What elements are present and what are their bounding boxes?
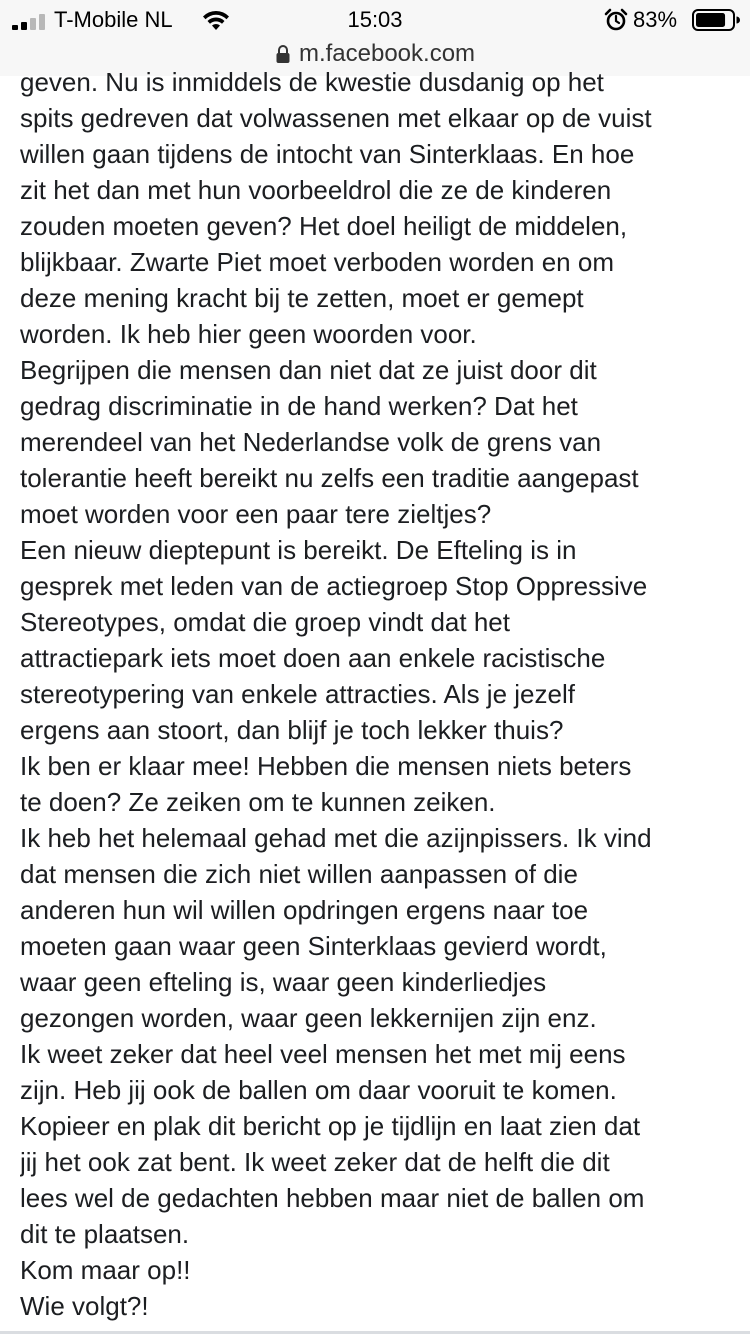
post-text-line: Begrijpen die mensen dan niet dat ze juist door dit: [20, 355, 597, 385]
post-text-line: zit het dan met hun voorbeeldrol die ze de kinderen: [20, 175, 612, 205]
status-bar: [0, 0, 750, 40]
post-text-line: Wie volgt?!: [20, 1291, 149, 1321]
post-text: [20, 64, 732, 1324]
post-text-line: Stereotypes, omdat die groep vindt dat het: [20, 607, 510, 637]
clock: 15:03: [347, 7, 403, 32]
post-text-line: merendeel van het Nederlandse volk de grens van: [20, 427, 602, 457]
battery-percentage: 83%: [633, 7, 678, 32]
post-text-line: dat mensen die zich niet willen aanpassen of die: [20, 859, 578, 889]
post-text-line: Ik ben er klaar mee! Hebben die mensen niets beters: [20, 751, 632, 781]
post-text-line: lees wel de gedachten hebben maar niet de ballen om: [20, 1183, 645, 1213]
post-text-line: geven. Nu is inmiddels de kwestie dusdanig op het: [20, 67, 604, 97]
carrier-name: T-Mobile NL: [54, 7, 173, 32]
post-text-line: Kom maar op!!: [20, 1255, 191, 1285]
post-text-line: deze mening kracht bij te zetten, moet er gemept: [20, 283, 584, 313]
battery-icon: [692, 9, 740, 31]
post-text-line: attractiepark iets moet doen aan enkele racistische: [20, 643, 606, 673]
post-text-line: dit te plaatsen.: [20, 1219, 190, 1249]
post-text-line: Ik heb het helemaal gehad met die azijnpissers. Ik vind: [20, 823, 652, 853]
post-text-line: Een nieuw dieptepunt is bereikt. De Efteling is in: [20, 535, 577, 565]
post-text-line: gesprek met leden van de actiegroep Stop Oppressive: [20, 571, 648, 601]
post-text-line: tolerantie heeft bereikt nu zelfs een traditie aangepast: [20, 463, 639, 493]
post-text-line: te doen? Ze zeiken om te kunnen zeiken.: [20, 787, 496, 817]
post-text-line: zouden moeten geven? Het doel heiligt de middelen,: [20, 211, 628, 241]
post-text-line: stereotypering van enkele attracties. Als je jezelf: [20, 679, 575, 709]
post-text-line: gedrag discriminatie in de hand werken? Dat het: [20, 391, 578, 421]
post-text-line: Kopieer en plak dit bericht op je tijdlijn en laat zien dat: [20, 1111, 641, 1141]
alarm-icon: [604, 8, 628, 32]
post-text-line: waar geen efteling is, waar geen kinderliedjes: [20, 967, 547, 997]
post-text-line: moet worden voor een paar tere zieltjes?: [20, 499, 492, 529]
post-text-line: zijn. Heb jij ook de ballen om daar vooruit te komen.: [20, 1075, 617, 1105]
post-text-line: spits gedreven dat volwassenen met elkaar op de vuist: [20, 103, 652, 133]
post-text-line: gezongen worden, waar geen lekkernijen zijn enz.: [20, 1003, 597, 1033]
post-text-line: Ik weet zeker dat heel veel mensen het met mij eens: [20, 1039, 626, 1069]
post-text-line: ergens aan stoort, dan blijf je toch lekker thuis?: [20, 715, 564, 745]
lock-icon: [275, 44, 291, 64]
post-text-line: blijkbaar. Zwarte Piet moet verboden worden en om: [20, 247, 614, 277]
post-content: [20, 64, 732, 1324]
post-text-line: moeten gaan waar geen Sinterklaas gevierd wordt,: [20, 931, 607, 961]
post-text-line: anderen hun wil willen opdringen ergens naar toe: [20, 895, 589, 925]
post-text-line: jij het ook zat bent. Ik weet zeker dat de helft die dit: [20, 1147, 610, 1177]
post-text-line: willen gaan tijdens de intocht van Sinterklaas. En hoe: [20, 139, 635, 169]
post-text-line: worden. Ik heb hier geen woorden voor.: [20, 319, 477, 349]
url-text[interactable]: m.facebook.com: [298, 40, 476, 67]
